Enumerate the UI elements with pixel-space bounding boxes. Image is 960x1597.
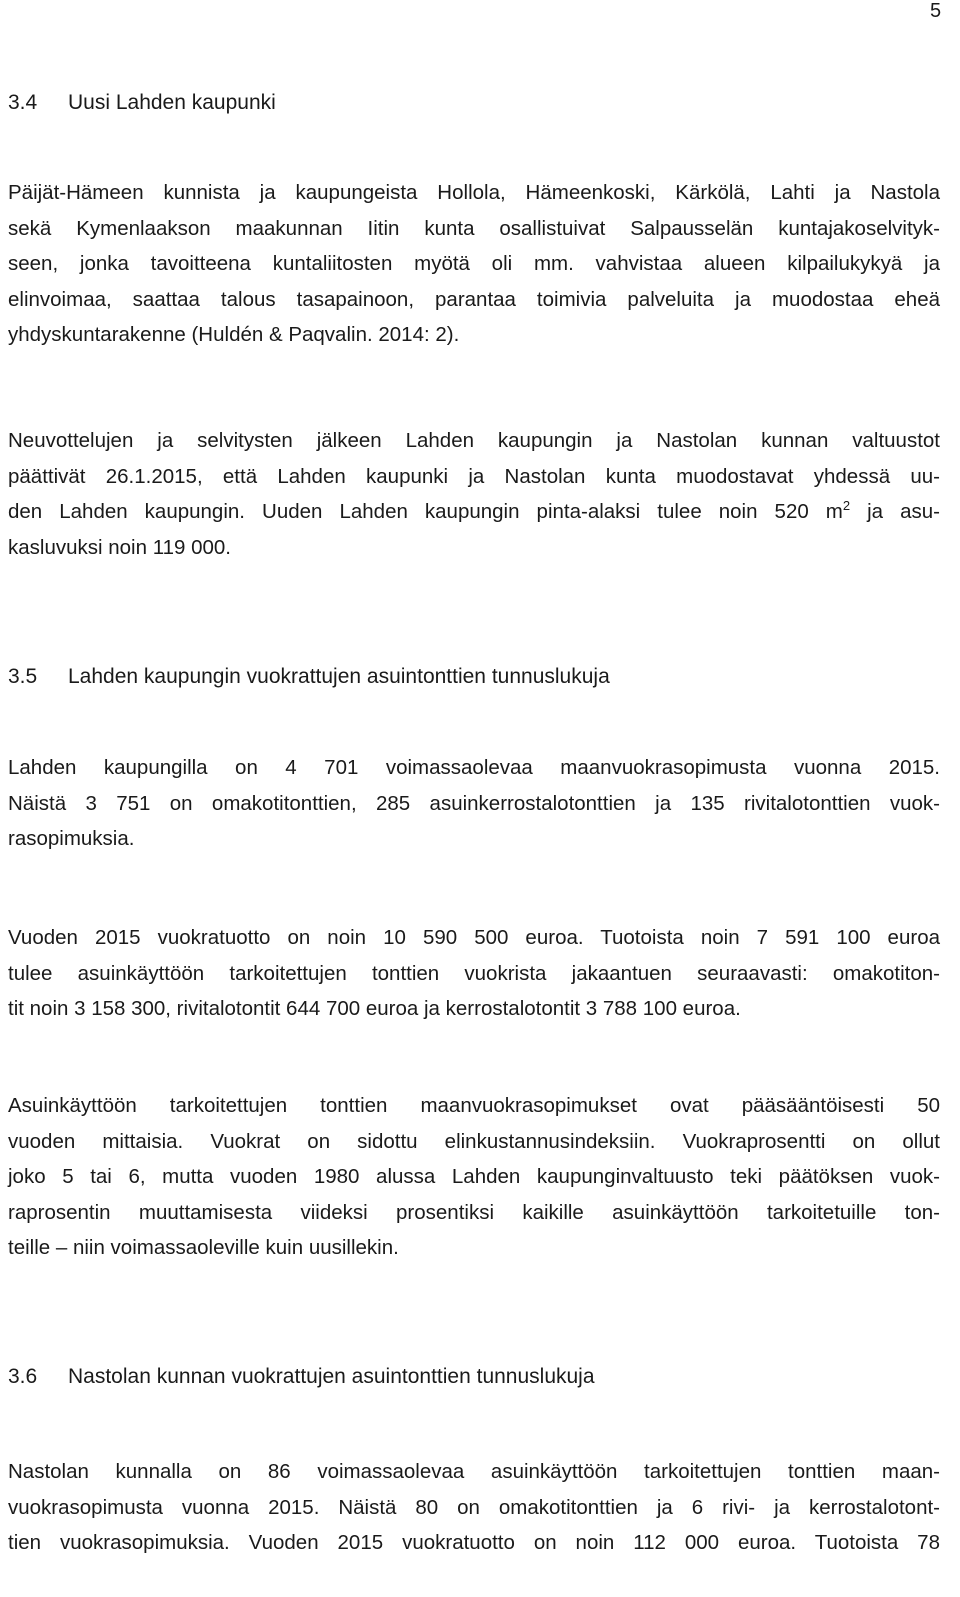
- text-line: yhdyskuntarakenne (Huldén & Paqvalin. 2014: 2).: [8, 323, 460, 346]
- text-line: tulee asuinkäyttöön tarkoitettujen tonttien vuokrista jakaantuen seuraavasti: omakotiton-: [8, 961, 940, 985]
- text-line: seen, jonka tavoitteena kuntaliitosten myötä oli mm. vahvistaa alueen kilpailukykyä ja: [8, 252, 940, 275]
- section-title: Nastolan kunnan vuokrattujen asuintonttien tunnuslukuja: [68, 1365, 595, 1388]
- page-number: 5: [930, 0, 942, 22]
- text-line: päättivät 26.1.2015, että Lahden kaupunki ja Nastolan kunta muodostavat yhdessä uu-: [8, 464, 940, 488]
- text-line: elinvoimaa, saattaa talous tasapainoon, parantaa toimivia palveluita ja muodostaa eheä: [8, 287, 940, 311]
- text-line: vuokrasopimusta vuonna 2015. Näistä 80 on omakotitonttien ja 6 rivi- ja kerrostalotont-: [8, 1495, 940, 1519]
- section-heading-3-4: [8, 88, 276, 118]
- text-line: tit noin 3 158 300, rivitalotontit 644 700 euroa ja kerrostalotontit 3 788 100 euroa.: [8, 997, 741, 1020]
- text-line: Päijät-Hämeen kunnista ja kaupungeista Hollola, Hämeenkoski, Kärkölä, Lahti ja Nastola: [8, 181, 940, 204]
- text-line: vuoden mittaisia. Vuokrat on sidottu elinkustannusindeksiin. Vuokraprosentti on ollut: [8, 1129, 940, 1153]
- text-fragment: den Lahden kaupungin. Uuden Lahden kaupungin pinta-alaksi tulee noin 520 m: [8, 500, 843, 523]
- section-title: Uusi Lahden kaupunki: [68, 91, 276, 114]
- paragraph-lahti-terms: [8, 1088, 940, 1266]
- text-line: rasopimuksia.: [8, 827, 135, 850]
- text-line: tien vuokrasopimuksia. Vuoden 2015 vuokratuotto on noin 112 000 euroa. Tuotoista 78: [8, 1531, 940, 1554]
- superscript: 2: [842, 498, 851, 513]
- paragraph-lahti-revenue: [8, 920, 940, 1027]
- text-line: teille – niin voimassaoleville kuin uusillekin.: [8, 1236, 399, 1259]
- text-line: Neuvottelujen ja selvitysten jälkeen Lahden kaupungin ja Nastolan kunnan valtuustot: [8, 429, 940, 452]
- paragraph-lahti-contracts: [8, 750, 940, 857]
- text-line: Näistä 3 751 on omakotitonttien, 285 asuinkerrostalotonttien ja 135 rivitalotonttien vuok-: [8, 791, 940, 815]
- text-line: Asuinkäyttöön tarkoitettujen tonttien maanvuokrasopimukset ovat pääsääntöisesti 50: [8, 1094, 940, 1117]
- text-line: [8, 494, 940, 530]
- text-line: Nastolan kunnalla on 86 voimassaolevaa asuinkäyttöön tarkoitettujen tonttien maan-: [8, 1460, 940, 1483]
- section-number: 3.6: [8, 1365, 38, 1388]
- text-line: raprosentin muuttamisesta viideksi prosentiksi kaikille asuinkäyttöön tarkoitetuille ton-: [8, 1200, 940, 1224]
- section-title: Lahden kaupungin vuokrattujen asuintonttien tunnuslukuja: [68, 665, 610, 688]
- text-line: sekä Kymenlaakson maakunnan Iitin kunta osallistuivat Salpausselän kuntajakoselvityk-: [8, 216, 940, 240]
- paragraph-salpausselka: [8, 175, 940, 353]
- text-line: joko 5 tai 6, mutta vuoden 1980 alussa Lahden kaupunginvaltuusto teki päätöksen vuok-: [8, 1165, 940, 1188]
- section-heading-3-6: [8, 1362, 595, 1392]
- text-line: kasluvuksi noin 119 000.: [8, 535, 231, 559]
- paragraph-merger-decision: [8, 423, 940, 565]
- paragraph-nastola-contracts: [8, 1454, 940, 1561]
- text-line: Lahden kaupungilla on 4 701 voimassaolevaa maanvuokrasopimusta vuonna 2015.: [8, 756, 940, 779]
- section-number: 3.4: [8, 91, 38, 114]
- section-heading-3-5: [8, 662, 610, 692]
- section-number: 3.5: [8, 665, 38, 688]
- text-line: Vuoden 2015 vuokratuotto on noin 10 590 500 euroa. Tuotoista noin 7 591 100 euroa: [8, 926, 940, 949]
- text-fragment: ja asu-: [850, 500, 940, 523]
